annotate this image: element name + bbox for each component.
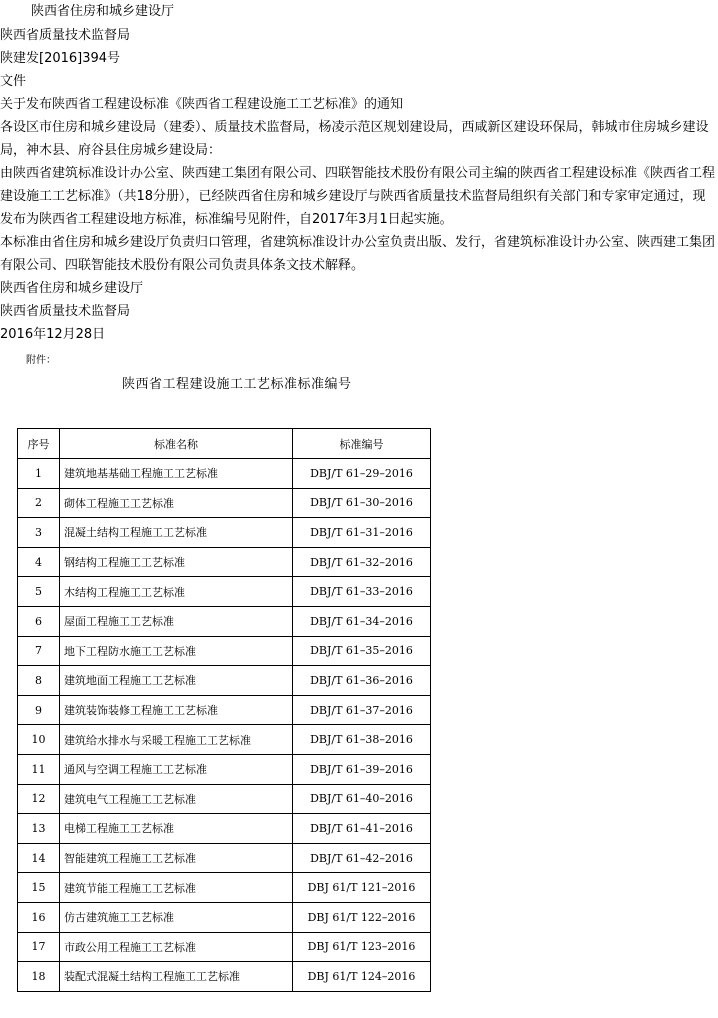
cell-standard-name: 建筑电气工程施工工艺标准 xyxy=(60,784,293,814)
cell-number: 5 xyxy=(18,577,60,607)
signature-issuer-2: 陕西省质量技术监督局 xyxy=(0,304,131,319)
column-header-code: 标准编号 xyxy=(293,429,431,459)
signature-date: 2016年12月28日 xyxy=(0,327,106,342)
table-row xyxy=(18,459,431,489)
notice-title: 关于发布陕西省工程建设标准《陕西省工程建设施工工艺标准》的通知 xyxy=(0,97,404,112)
cell-number: 10 xyxy=(18,725,60,755)
issuing-dept-2: 陕西省质量技术监督局 xyxy=(0,28,131,43)
cell-standard-code: DBJ 61/T 122–2016 xyxy=(293,902,431,932)
cell-number: 17 xyxy=(18,932,60,962)
column-header-no: 序号 xyxy=(18,429,60,459)
attachment-label: 附件： xyxy=(26,355,56,366)
attachment-title: 陕西省工程建设施工工艺标准标准编号 xyxy=(122,377,352,392)
cell-number: 9 xyxy=(18,695,60,725)
cell-number: 8 xyxy=(18,666,60,696)
cell-standard-name: 砌体工程施工工艺标准 xyxy=(60,488,293,518)
cell-standard-code: DBJ/T 61–35–2016 xyxy=(293,636,431,666)
table-row xyxy=(18,577,431,607)
table-row xyxy=(18,902,431,932)
standards-table xyxy=(17,428,431,992)
addressee-paragraph: 各设区市住房和城乡建设局（建委）、质量技术监督局，杨凌示范区规划建设局，西咸新区建设环保局，韩城市住房城乡建设局，神木县、府谷县住房城乡建设局： xyxy=(0,120,709,158)
cell-number: 12 xyxy=(18,784,60,814)
cell-standard-code: DBJ/T 61–37–2016 xyxy=(293,695,431,725)
cell-standard-code: DBJ 61/T 121–2016 xyxy=(293,873,431,903)
cell-number: 13 xyxy=(18,814,60,844)
cell-number: 15 xyxy=(18,873,60,903)
cell-number: 2 xyxy=(18,488,60,518)
cell-standard-name: 智能建筑工程施工工艺标准 xyxy=(60,843,293,873)
cell-standard-code: DBJ/T 61–38–2016 xyxy=(293,725,431,755)
issuing-dept-1: 陕西省住房和城乡建设厅 xyxy=(31,4,175,19)
table-row xyxy=(18,962,431,992)
table-row xyxy=(18,547,431,577)
table-row xyxy=(18,873,431,903)
cell-standard-name: 建筑地基基础工程施工工艺标准 xyxy=(60,459,293,489)
cell-standard-name: 市政公用工程施工工艺标准 xyxy=(60,932,293,962)
cell-standard-code: DBJ 61/T 123–2016 xyxy=(293,932,431,962)
table-row xyxy=(18,725,431,755)
table-row xyxy=(18,518,431,548)
cell-standard-name: 建筑地面工程施工工艺标准 xyxy=(60,666,293,696)
cell-standard-name: 建筑节能工程施工工艺标准 xyxy=(60,873,293,903)
cell-standard-name: 装配式混凝土结构工程施工工艺标准 xyxy=(60,962,293,992)
cell-standard-code: DBJ/T 61–40–2016 xyxy=(293,784,431,814)
table-row xyxy=(18,932,431,962)
cell-standard-code: DBJ/T 61–39–2016 xyxy=(293,754,431,784)
cell-number: 7 xyxy=(18,636,60,666)
cell-number: 4 xyxy=(18,547,60,577)
cell-standard-name: 混凝土结构工程施工工艺标准 xyxy=(60,518,293,548)
cell-standard-name: 木结构工程施工工艺标准 xyxy=(60,577,293,607)
signature-issuer-1: 陕西省住房和城乡建设厅 xyxy=(0,281,144,296)
cell-standard-name: 建筑装饰装修工程施工工艺标准 xyxy=(60,695,293,725)
cell-standard-code: DBJ/T 61–31–2016 xyxy=(293,518,431,548)
document-number: 陕建发[2016]394号 xyxy=(0,51,121,66)
cell-standard-name: 电梯工程施工工艺标准 xyxy=(60,814,293,844)
body-paragraph-1: 由陕西省建筑标准设计办公室、陕西建工集团有限公司、四联智能技术股份有限公司主编的陕西省工程建设标准《陕西省工程建设施工工艺标准》（共18分册），已经陕西省住房和城乡建设厅与陕西省质量技术监督局组织有关部门和专家审定通过，现发布为陕西省工程建设地方标准，标准编号见附件，自2017年3月1日起实施。 xyxy=(0,166,716,227)
cell-standard-code: DBJ/T 61–41–2016 xyxy=(293,814,431,844)
table-row xyxy=(18,843,431,873)
table-row xyxy=(18,488,431,518)
cell-standard-code: DBJ/T 61–34–2016 xyxy=(293,606,431,636)
body-paragraph-2: 本标准由省住房和城乡建设厅负责归口管理，省建筑标准设计办公室负责出版、发行，省建筑标准设计办公室、陕西建工集团有限公司、四联智能技术股份有限公司负责具体条文技术解释。 xyxy=(0,235,716,273)
cell-standard-code: DBJ/T 61–29–2016 xyxy=(293,459,431,489)
cell-number: 14 xyxy=(18,843,60,873)
table-row xyxy=(18,784,431,814)
table-body xyxy=(18,459,431,992)
cell-standard-code: DBJ/T 61–42–2016 xyxy=(293,843,431,873)
table-row xyxy=(18,754,431,784)
cell-standard-code: DBJ/T 61–33–2016 xyxy=(293,577,431,607)
cell-number: 6 xyxy=(18,606,60,636)
cell-standard-code: DBJ/T 61–36–2016 xyxy=(293,666,431,696)
table-header-row xyxy=(18,429,431,459)
cell-standard-code: DBJ/T 61–30–2016 xyxy=(293,488,431,518)
table-row xyxy=(18,666,431,696)
column-header-name: 标准名称 xyxy=(60,429,293,459)
table-row xyxy=(18,695,431,725)
cell-number: 3 xyxy=(18,518,60,548)
cell-standard-name: 通风与空调工程施工工艺标准 xyxy=(60,754,293,784)
table-row xyxy=(18,814,431,844)
cell-standard-name: 屋面工程施工工艺标准 xyxy=(60,606,293,636)
cell-standard-name: 建筑给水排水与采暖工程施工工艺标准 xyxy=(60,725,293,755)
cell-standard-name: 地下工程防水施工工艺标准 xyxy=(60,636,293,666)
cell-number: 16 xyxy=(18,902,60,932)
document-type: 文件 xyxy=(0,74,27,89)
cell-number: 1 xyxy=(18,459,60,489)
cell-standard-code: DBJ/T 61–32–2016 xyxy=(293,547,431,577)
cell-standard-code: DBJ 61/T 124–2016 xyxy=(293,962,431,992)
cell-standard-name: 钢结构工程施工工艺标准 xyxy=(60,547,293,577)
table-row xyxy=(18,636,431,666)
cell-number: 18 xyxy=(18,962,60,992)
table-row xyxy=(18,606,431,636)
cell-standard-name: 仿古建筑施工工艺标准 xyxy=(60,902,293,932)
cell-number: 11 xyxy=(18,754,60,784)
